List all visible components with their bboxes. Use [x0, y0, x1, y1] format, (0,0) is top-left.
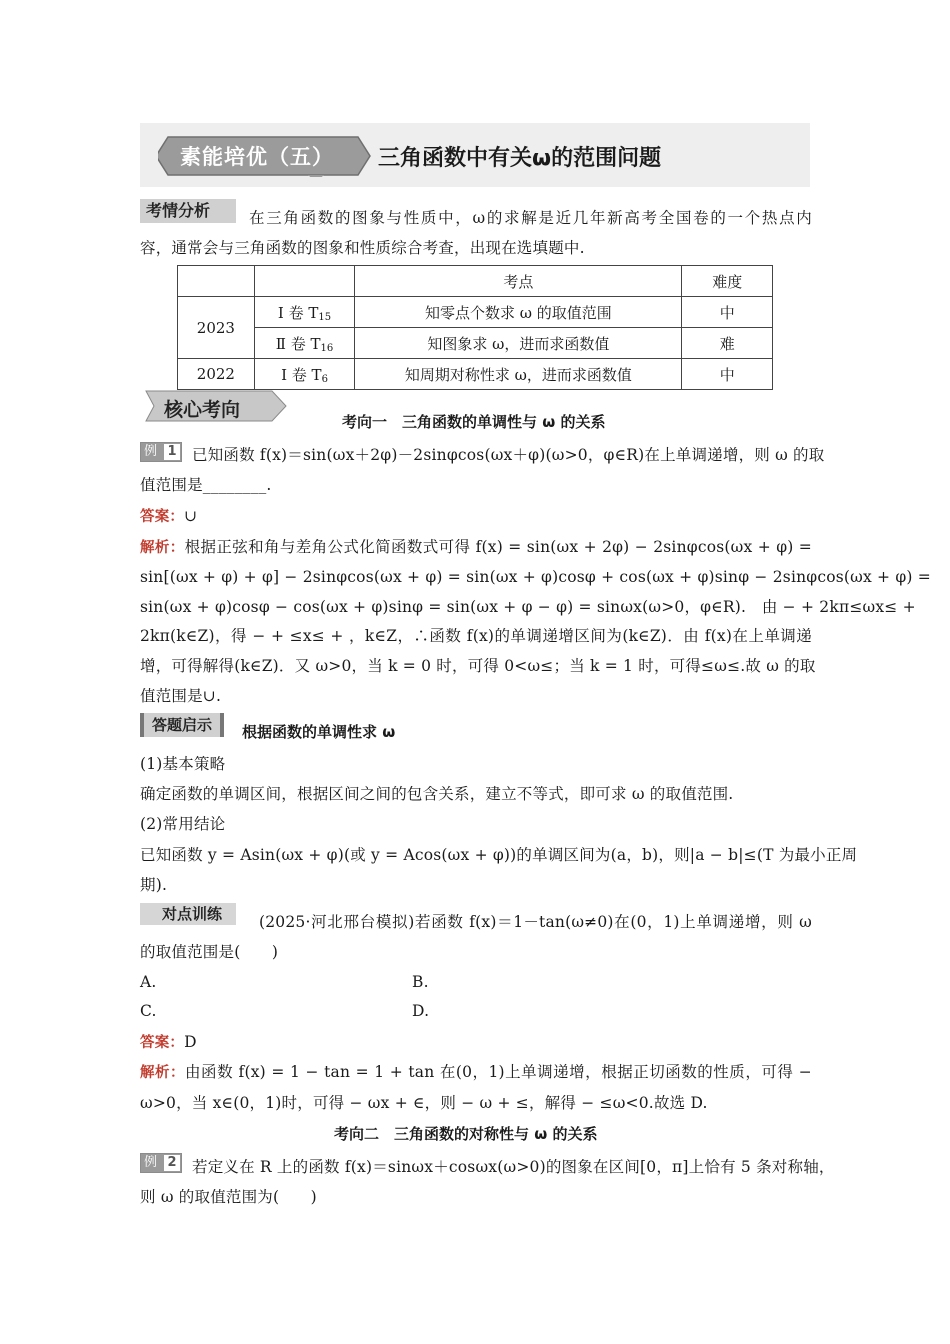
point-cell: 知图象求 ω，进而求函数值 [355, 328, 682, 359]
option-c: C. [140, 1002, 157, 1020]
example-1-tag: 例 1 [140, 442, 182, 462]
analysis-line-2: 容，通常会与三角函数的图象和性质综合考查，出现在选填题中. [140, 239, 585, 257]
option-b: B. [412, 973, 429, 991]
title-banner [140, 123, 810, 187]
table-row [178, 359, 773, 390]
example-1-solution-1: 解析：根据正弦和角与差角公式化简函数式可得 f(x) = sin(ωx + 2φ) − 2sinφcos(ωx + φ) = [140, 538, 812, 556]
table-row [178, 328, 773, 359]
example-1-line-1: 已知函数 f(x)＝sin(ωx＋2φ)－2sinφcos(ωx＋φ)(ω>0，φ∈R)在上单调递增，则 ω 的取 [192, 446, 825, 464]
table-header-cell [178, 266, 255, 297]
hint-line-4: 已知函数 y = Asin(ωx + φ)(或 y = Acos(ωx + φ))的单调区间为(a，b)，则|a − b|≤(T 为最小正周 [140, 846, 858, 864]
banner-tag-text: 素能培优（五） [180, 145, 334, 169]
practice-answer: 答案：D [140, 1033, 197, 1051]
level-cell: 中 [682, 359, 773, 390]
banner-tag [158, 135, 358, 175]
example-2-tag: 例 2 [140, 1153, 182, 1173]
paper-cell: Ⅰ 卷 $T_{15}$ [254, 297, 355, 328]
table-header-cell: 考点 [355, 266, 682, 297]
level-cell: 难 [682, 328, 773, 359]
table-row [178, 297, 773, 328]
direction-1-heading: 考向一 三角函数的单调性与 ω 的关系 [342, 413, 606, 431]
hint-label: 答题启示 [140, 713, 224, 737]
point-cell: 知零点个数求 ω 的取值范围 [355, 297, 682, 328]
exam-table [177, 265, 773, 390]
core-label: 核心考向 [140, 389, 290, 423]
hint-line-3: (2)常用结论 [140, 815, 226, 833]
level-cell: 中 [682, 297, 773, 328]
analysis-line-1: 在三角函数的图象与性质中，ω的求解是近几年新高考全国卷的一个热点内 [249, 209, 812, 227]
option-d: D. [412, 1002, 430, 1020]
option-a: A. [140, 973, 157, 991]
year-cell: 2023 [178, 297, 255, 359]
example-2-line-1: 若定义在 R 上的函数 f(x)＝sinωx＋cosωx(ω>0)的图象在区间[0，π]上恰有 5 条对称轴， [192, 1158, 835, 1176]
example-1-answer: 答案：∪ [140, 507, 198, 525]
hint-title: 根据函数的单调性求 ω [242, 723, 396, 741]
example-1-solution-3: sin(ωx + φ)cosφ − cos(ωx + φ)sinφ = sin(ωx + φ − φ) = sinωx(ω>0，φ∈R). 由 − + 2kπ≤ωx≤ + [140, 598, 916, 616]
year-cell: 2022 [178, 359, 255, 390]
practice-solution-2: ω>0，当 x∈(0，1)时，可得 − ωx + ∈，则 − ω + ≤，解得 − ≤ω<0.故选 D. [140, 1094, 708, 1112]
table-header-row [178, 266, 773, 297]
example-2-line-2: 则 ω 的取值范围为( ) [140, 1188, 317, 1206]
practice-solution-1: 解析：由函数 f(x) = 1 − tan = 1 + tan 在(0，1)上单调递增，根据正切函数的性质，可得 − [140, 1063, 812, 1081]
analysis-label: 考情分析 [140, 199, 236, 223]
table-header-cell: 难度 [682, 266, 773, 297]
example-1-solution-2: sin[(ωx + φ) + φ] − 2sinφcos(ωx + φ) = sin(ωx + φ)cosφ + cos(ωx + φ)sinφ − 2sinφcos(ωx + φ) = [140, 568, 931, 586]
example-1-solution-6: 值范围是∪. [140, 687, 222, 705]
direction-2-heading: 考向二 三角函数的对称性与 ω 的关系 [334, 1125, 598, 1143]
paper-cell: Ⅰ 卷 $T_6$ [254, 359, 355, 390]
hint-line-2: 确定函数的单调区间，根据区间之间的包含关系，建立不等式，即可求 ω 的取值范围. [140, 785, 734, 803]
practice-line-2: 的取值范围是( ) [140, 943, 279, 961]
paper-cell: Ⅱ 卷 $T_{16}$ [254, 328, 355, 359]
example-1-line-2: 值范围是________. [140, 476, 272, 494]
example-1-solution-5: 增，可得解得(k∈Z)．又 ω>0，当 k = 0 时，可得 0<ω≤；当 k = 1 时，可得≤ω≤.故 ω 的取 [140, 657, 816, 675]
page-title: 三角函数中有关ω的范围问题 [378, 146, 662, 171]
example-1-solution-4: 2kπ(k∈Z)，得 − + ≤x≤ + ，k∈Z，∴函数 f(x)的单调递增区间为(k∈Z)．由 f(x)在上单调递 [140, 627, 812, 645]
table-header-cell [254, 266, 355, 297]
hint-line-1: (1)基本策略 [140, 755, 226, 773]
practice-line-1: (2025·河北邢台模拟)若函数 f(x)＝1－tan(ω≠0)在(0，1)上单调递增，则 ω [259, 913, 812, 931]
practice-label: 对点训练 [140, 903, 236, 925]
point-cell: 知周期对称性求 ω，进而求函数值 [355, 359, 682, 390]
hint-line-5: 期). [140, 876, 168, 894]
